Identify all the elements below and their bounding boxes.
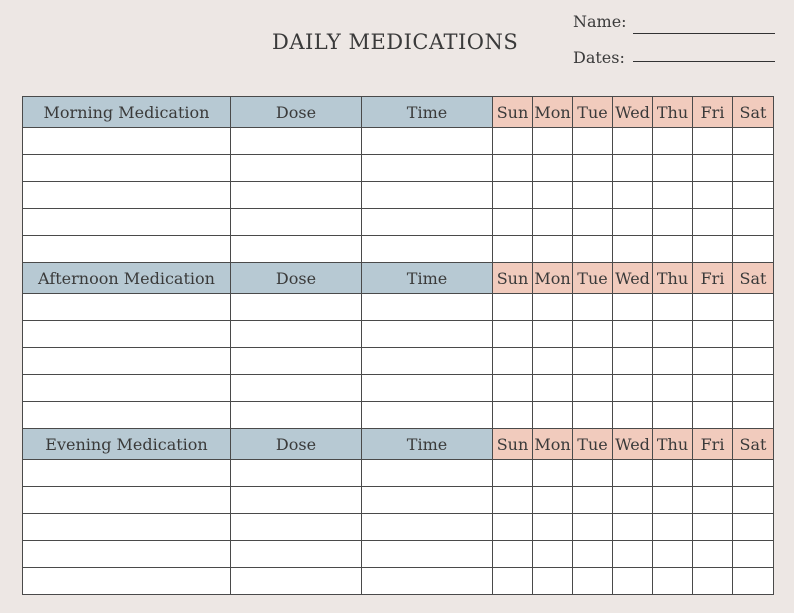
day-check-cell-sat[interactable]	[733, 348, 774, 375]
medication-name-cell[interactable]	[23, 460, 231, 487]
day-check-cell-mon[interactable]	[533, 460, 573, 487]
day-check-cell-wed[interactable]	[613, 514, 653, 541]
day-check-cell-wed[interactable]	[613, 321, 653, 348]
day-check-cell-sun[interactable]	[493, 321, 533, 348]
dose-cell[interactable]	[231, 402, 362, 429]
time-cell[interactable]	[362, 568, 493, 595]
day-check-cell-fri[interactable]	[693, 460, 733, 487]
day-check-cell-fri[interactable]	[693, 568, 733, 595]
day-header-wed: Wed	[613, 97, 653, 128]
time-header: Time	[362, 429, 493, 460]
day-check-cell-tue[interactable]	[573, 402, 613, 429]
day-check-cell-mon[interactable]	[533, 182, 573, 209]
time-header: Time	[362, 263, 493, 294]
day-check-cell-tue[interactable]	[573, 321, 613, 348]
day-check-cell-mon[interactable]	[533, 487, 573, 514]
day-check-cell-mon[interactable]	[533, 568, 573, 595]
day-check-cell-sun[interactable]	[493, 541, 533, 568]
dates-field-line[interactable]	[633, 61, 775, 62]
table-row	[23, 541, 774, 568]
dose-cell[interactable]	[231, 209, 362, 236]
day-check-cell-tue[interactable]	[573, 541, 613, 568]
day-header-sat: Sat	[733, 97, 774, 128]
dose-cell[interactable]	[231, 321, 362, 348]
day-check-cell-thu[interactable]	[653, 460, 693, 487]
day-check-cell-tue[interactable]	[573, 348, 613, 375]
table-row	[23, 348, 774, 375]
time-cell[interactable]	[362, 348, 493, 375]
day-check-cell-sun[interactable]	[493, 155, 533, 182]
table-row	[23, 487, 774, 514]
day-check-cell-wed[interactable]	[613, 541, 653, 568]
time-cell[interactable]	[362, 236, 493, 263]
dose-header: Dose	[231, 97, 362, 128]
day-check-cell-mon[interactable]	[533, 348, 573, 375]
day-check-cell-thu[interactable]	[653, 321, 693, 348]
day-check-cell-wed[interactable]	[613, 402, 653, 429]
day-check-cell-sat[interactable]	[733, 541, 774, 568]
day-check-cell-mon[interactable]	[533, 128, 573, 155]
table-row	[23, 375, 774, 402]
day-header-sun: Sun	[493, 97, 533, 128]
day-check-cell-fri[interactable]	[693, 541, 733, 568]
time-cell[interactable]	[362, 514, 493, 541]
day-header-thu: Thu	[653, 97, 693, 128]
day-check-cell-sun[interactable]	[493, 294, 533, 321]
name-label: Name:	[573, 12, 627, 31]
day-check-cell-sun[interactable]	[493, 182, 533, 209]
day-check-cell-fri[interactable]	[693, 321, 733, 348]
day-check-cell-fri[interactable]	[693, 128, 733, 155]
day-header-tue: Tue	[573, 429, 613, 460]
day-check-cell-sat[interactable]	[733, 487, 774, 514]
day-header-sat: Sat	[733, 263, 774, 294]
day-header-tue: Tue	[573, 97, 613, 128]
medication-name-cell[interactable]	[23, 321, 231, 348]
time-cell[interactable]	[362, 321, 493, 348]
day-check-cell-sat[interactable]	[733, 209, 774, 236]
dose-cell[interactable]	[231, 182, 362, 209]
time-cell[interactable]	[362, 182, 493, 209]
day-header-mon: Mon	[533, 263, 573, 294]
medication-table	[22, 96, 774, 595]
day-check-cell-wed[interactable]	[613, 294, 653, 321]
medication-name-cell[interactable]	[23, 294, 231, 321]
day-check-cell-thu[interactable]	[653, 348, 693, 375]
dose-cell[interactable]	[231, 375, 362, 402]
day-check-cell-tue[interactable]	[573, 460, 613, 487]
time-cell[interactable]	[362, 375, 493, 402]
table-row	[23, 128, 774, 155]
day-check-cell-wed[interactable]	[613, 460, 653, 487]
section-title: Afternoon Medication	[23, 263, 231, 294]
day-check-cell-sun[interactable]	[493, 487, 533, 514]
day-check-cell-thu[interactable]	[653, 294, 693, 321]
table-row	[23, 460, 774, 487]
day-check-cell-mon[interactable]	[533, 375, 573, 402]
medication-name-cell[interactable]	[23, 541, 231, 568]
day-check-cell-wed[interactable]	[613, 128, 653, 155]
day-header-wed: Wed	[613, 429, 653, 460]
day-check-cell-sat[interactable]	[733, 375, 774, 402]
day-check-cell-wed[interactable]	[613, 375, 653, 402]
table-row	[23, 294, 774, 321]
day-check-cell-mon[interactable]	[533, 155, 573, 182]
table-row	[23, 402, 774, 429]
section-header-row	[23, 429, 774, 460]
day-check-cell-sun[interactable]	[493, 348, 533, 375]
table-row	[23, 236, 774, 263]
day-check-cell-sat[interactable]	[733, 568, 774, 595]
medication-name-cell[interactable]	[23, 487, 231, 514]
dose-cell[interactable]	[231, 460, 362, 487]
day-check-cell-tue[interactable]	[573, 236, 613, 263]
dose-cell[interactable]	[231, 487, 362, 514]
day-header-thu: Thu	[653, 429, 693, 460]
day-check-cell-fri[interactable]	[693, 375, 733, 402]
day-check-cell-sat[interactable]	[733, 294, 774, 321]
day-header-fri: Fri	[693, 429, 733, 460]
day-check-cell-fri[interactable]	[693, 402, 733, 429]
day-check-cell-sun[interactable]	[493, 375, 533, 402]
dose-cell[interactable]	[231, 128, 362, 155]
day-check-cell-sun[interactable]	[493, 568, 533, 595]
day-check-cell-thu[interactable]	[653, 155, 693, 182]
day-check-cell-fri[interactable]	[693, 487, 733, 514]
dose-cell[interactable]	[231, 294, 362, 321]
day-check-cell-mon[interactable]	[533, 236, 573, 263]
day-check-cell-mon[interactable]	[533, 541, 573, 568]
day-check-cell-wed[interactable]	[613, 155, 653, 182]
day-check-cell-thu[interactable]	[653, 568, 693, 595]
day-check-cell-thu[interactable]	[653, 236, 693, 263]
day-check-cell-tue[interactable]	[573, 209, 613, 236]
table-row	[23, 568, 774, 595]
day-check-cell-mon[interactable]	[533, 294, 573, 321]
day-check-cell-sun[interactable]	[493, 128, 533, 155]
dose-header: Dose	[231, 429, 362, 460]
day-check-cell-fri[interactable]	[693, 236, 733, 263]
day-check-cell-tue[interactable]	[573, 487, 613, 514]
medication-name-cell[interactable]	[23, 514, 231, 541]
day-check-cell-wed[interactable]	[613, 209, 653, 236]
dates-label: Dates:	[573, 48, 625, 67]
day-check-cell-wed[interactable]	[613, 348, 653, 375]
day-check-cell-thu[interactable]	[653, 209, 693, 236]
time-header: Time	[362, 97, 493, 128]
dose-cell[interactable]	[231, 236, 362, 263]
day-check-cell-thu[interactable]	[653, 128, 693, 155]
day-check-cell-sat[interactable]	[733, 402, 774, 429]
day-check-cell-thu[interactable]	[653, 541, 693, 568]
day-check-cell-wed[interactable]	[613, 568, 653, 595]
medication-name-cell[interactable]	[23, 568, 231, 595]
day-check-cell-fri[interactable]	[693, 155, 733, 182]
medication-name-cell[interactable]	[23, 209, 231, 236]
day-check-cell-fri[interactable]	[693, 294, 733, 321]
day-check-cell-wed[interactable]	[613, 182, 653, 209]
medication-name-cell[interactable]	[23, 348, 231, 375]
section-title: Morning Medication	[23, 97, 231, 128]
day-check-cell-tue[interactable]	[573, 128, 613, 155]
day-check-cell-thu[interactable]	[653, 487, 693, 514]
time-cell[interactable]	[362, 128, 493, 155]
time-cell[interactable]	[362, 294, 493, 321]
name-field-line[interactable]	[633, 33, 775, 34]
section-title: Evening Medication	[23, 429, 231, 460]
day-check-cell-tue[interactable]	[573, 294, 613, 321]
table-row	[23, 209, 774, 236]
day-header-sun: Sun	[493, 429, 533, 460]
day-check-cell-sat[interactable]	[733, 182, 774, 209]
dose-cell[interactable]	[231, 348, 362, 375]
time-cell[interactable]	[362, 541, 493, 568]
day-header-tue: Tue	[573, 263, 613, 294]
table-row	[23, 321, 774, 348]
day-header-thu: Thu	[653, 263, 693, 294]
day-check-cell-mon[interactable]	[533, 514, 573, 541]
dose-cell[interactable]	[231, 541, 362, 568]
day-check-cell-tue[interactable]	[573, 514, 613, 541]
day-check-cell-thu[interactable]	[653, 182, 693, 209]
day-header-sun: Sun	[493, 263, 533, 294]
day-header-fri: Fri	[693, 97, 733, 128]
day-header-wed: Wed	[613, 263, 653, 294]
day-check-cell-thu[interactable]	[653, 402, 693, 429]
medication-name-cell[interactable]	[23, 128, 231, 155]
day-check-cell-sat[interactable]	[733, 460, 774, 487]
day-check-cell-fri[interactable]	[693, 209, 733, 236]
table-row	[23, 514, 774, 541]
dose-header: Dose	[231, 263, 362, 294]
day-check-cell-sun[interactable]	[493, 460, 533, 487]
day-check-cell-wed[interactable]	[613, 236, 653, 263]
day-check-cell-mon[interactable]	[533, 209, 573, 236]
day-check-cell-mon[interactable]	[533, 321, 573, 348]
section-header-row	[23, 97, 774, 128]
day-check-cell-sun[interactable]	[493, 209, 533, 236]
day-check-cell-fri[interactable]	[693, 514, 733, 541]
time-cell[interactable]	[362, 487, 493, 514]
day-check-cell-thu[interactable]	[653, 514, 693, 541]
day-check-cell-tue[interactable]	[573, 568, 613, 595]
day-check-cell-sat[interactable]	[733, 236, 774, 263]
table-row	[23, 182, 774, 209]
day-check-cell-sat[interactable]	[733, 155, 774, 182]
day-header-sat: Sat	[733, 429, 774, 460]
medication-name-cell[interactable]	[23, 236, 231, 263]
time-cell[interactable]	[362, 209, 493, 236]
day-check-cell-fri[interactable]	[693, 348, 733, 375]
medication-name-cell[interactable]	[23, 182, 231, 209]
day-check-cell-fri[interactable]	[693, 182, 733, 209]
medication-name-cell[interactable]	[23, 155, 231, 182]
day-check-cell-sat[interactable]	[733, 514, 774, 541]
dose-cell[interactable]	[231, 568, 362, 595]
day-header-mon: Mon	[533, 97, 573, 128]
day-check-cell-tue[interactable]	[573, 155, 613, 182]
page-title: DAILY MEDICATIONS	[272, 30, 519, 54]
time-cell[interactable]	[362, 460, 493, 487]
day-check-cell-sat[interactable]	[733, 321, 774, 348]
day-check-cell-sun[interactable]	[493, 236, 533, 263]
medication-name-cell[interactable]	[23, 375, 231, 402]
day-check-cell-tue[interactable]	[573, 375, 613, 402]
day-header-fri: Fri	[693, 263, 733, 294]
time-cell[interactable]	[362, 155, 493, 182]
day-check-cell-mon[interactable]	[533, 402, 573, 429]
time-cell[interactable]	[362, 402, 493, 429]
table-row	[23, 155, 774, 182]
day-header-mon: Mon	[533, 429, 573, 460]
section-header-row	[23, 263, 774, 294]
medication-name-cell[interactable]	[23, 402, 231, 429]
dose-cell[interactable]	[231, 155, 362, 182]
day-check-cell-sun[interactable]	[493, 402, 533, 429]
day-check-cell-thu[interactable]	[653, 375, 693, 402]
day-check-cell-wed[interactable]	[613, 487, 653, 514]
day-check-cell-tue[interactable]	[573, 182, 613, 209]
dose-cell[interactable]	[231, 514, 362, 541]
day-check-cell-sat[interactable]	[733, 128, 774, 155]
day-check-cell-sun[interactable]	[493, 514, 533, 541]
